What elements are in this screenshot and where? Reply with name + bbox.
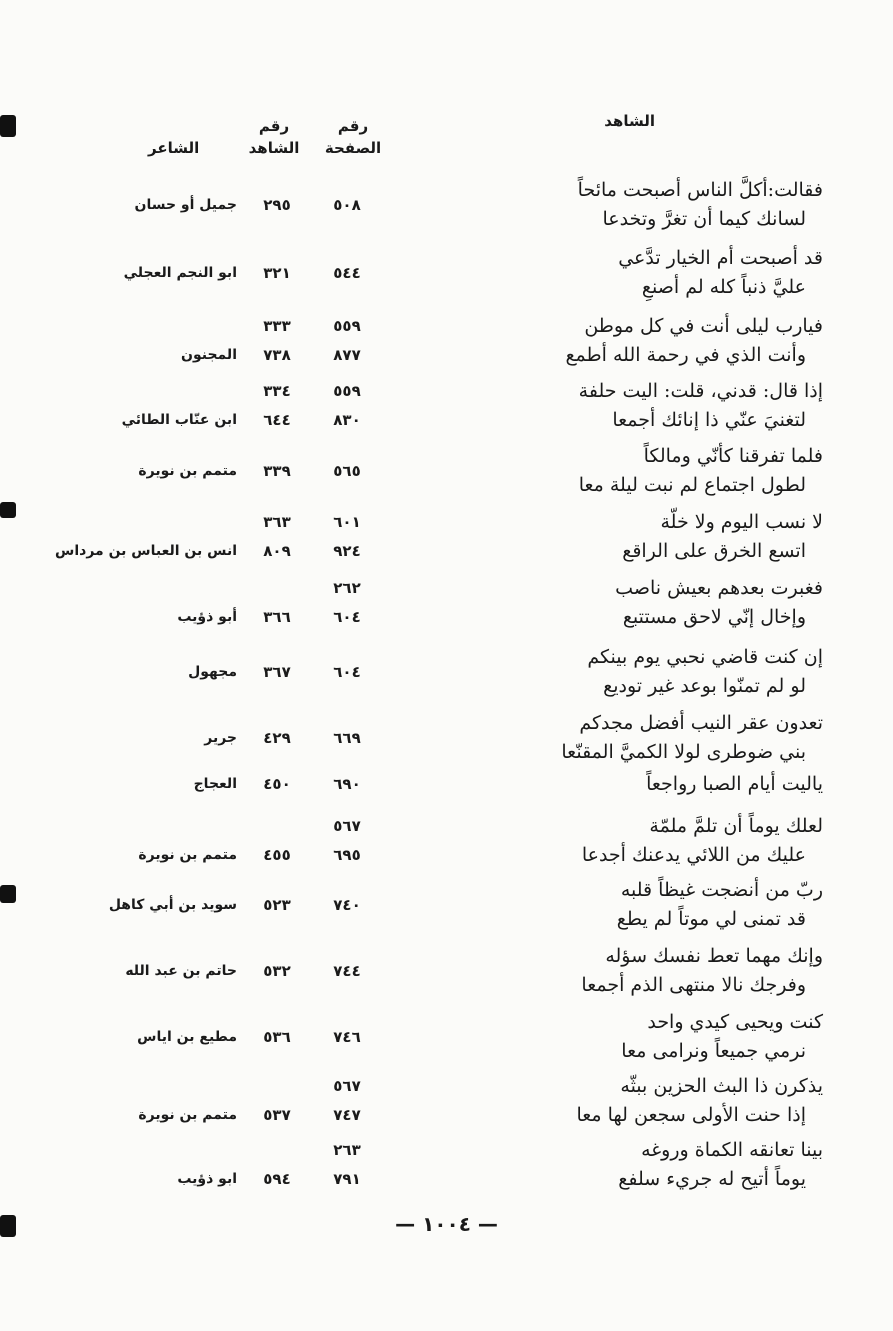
witness-number-cell: ٥٢٣: [263, 895, 291, 914]
verse-second-hemistich: وإخال إنّي لاحق مستتبع: [622, 606, 806, 628]
page-number-cell: ٥٦٧: [333, 1077, 361, 1095]
poet-name: انس بن العباس بن مرداس: [55, 543, 237, 559]
page-number-cell: ٥٠٨: [333, 195, 361, 214]
page-number-cell: ٦٩٥: [333, 846, 361, 864]
page-number-cell: ٧٤٠: [333, 895, 361, 914]
page-number-cell: ٨٧٧: [333, 346, 361, 364]
witness-number-cell: ٢٩٥: [263, 195, 291, 214]
verse-first-hemistich: لعلك يوماً أن تلمَّ ملمّة: [649, 815, 823, 837]
witness-number-cell: ٥٣٦: [263, 1027, 291, 1046]
verse-second-hemistich: لو لم تمنّوا بوعد غير توديع: [603, 675, 806, 697]
witness-number-cell: ٦٤٤: [263, 411, 291, 429]
witness-number-column-header: رقم الشاهد: [248, 117, 300, 157]
page-number-cell: ٦٩٠: [333, 775, 361, 793]
poet-name: المجنون: [181, 347, 237, 363]
witness-number-cell: ٣٣٤: [263, 382, 291, 400]
page-number-cell: ٦٠٤: [333, 662, 361, 681]
page-number-cell: ٧٤٧: [333, 1106, 361, 1124]
witness-number-cell: ٤٢٩: [263, 728, 291, 747]
page-number-cell: ٩٢٤: [333, 542, 361, 560]
verse-second-hemistich: بني ضوطرى لولا الكميَّ المقنّعا: [561, 741, 806, 763]
witness-number-cell: ٣٦٧: [263, 662, 291, 681]
verse-second-hemistich: عليَّ ذنباً كله لم أصنعِ: [641, 276, 806, 298]
verse-first-hemistich: قد أصبحت أم الخيار تدَّعي: [618, 247, 823, 269]
poet-name: حاتم بن عبد الله: [125, 962, 237, 979]
poet-name: متمم بن نويرة: [138, 462, 237, 479]
witness-number-cell: ٣٦٦: [263, 608, 291, 626]
poet-name: جميل أو حسان: [134, 196, 237, 213]
verse-second-hemistich: قد تمنى لي موتاً لم يطع: [616, 908, 806, 930]
verse-first-hemistich: كنت ويحيى كيدي واحد: [647, 1011, 823, 1033]
page-number-cell: ٦٠١: [333, 513, 361, 531]
verse-first-hemistich: فيارب ليلى أنت في كل موطن: [584, 315, 823, 337]
poet-name: أبو ذؤيب: [177, 609, 237, 625]
poet-column-header: الشاعر: [148, 139, 200, 157]
witness-number-cell: ٣٢١: [263, 263, 291, 282]
witness-number-cell: ٣٣٣: [263, 317, 291, 335]
witness-number-cell: ٥٣٧: [263, 1106, 291, 1124]
poet-name: سويد بن أبي كاهل: [108, 896, 237, 913]
verse-first-hemistich: تعدون عقر النيب أفضل مجدكم: [579, 712, 823, 734]
scan-mark: [0, 115, 16, 137]
verse-first-hemistich: فلما تفرقنا كأنّي ومالكاً: [643, 445, 823, 467]
page-number-cell: ٢٦٣: [333, 1141, 361, 1159]
page-number-cell: ٧٤٤: [333, 961, 361, 980]
scan-mark: [0, 885, 16, 903]
page-number-cell: ٦٠٤: [333, 608, 361, 626]
witness-number-cell: ٨٠٩: [263, 542, 291, 560]
verse-first-hemistich: إذا قال: قدني، قلت: اليت حلفة: [578, 380, 823, 402]
witness-number-cell: ٥٣٢: [263, 961, 291, 980]
page-number-cell: ٥٦٧: [333, 817, 361, 835]
poet-name: متمم بن نويرة: [138, 1107, 237, 1123]
verse-first-hemistich: إن كنت قاضي نحبي يوم بينكم: [587, 646, 823, 668]
verse-first-hemistich: ربّ من أنضجت غيظاً قلبه: [620, 879, 823, 901]
verse-second-hemistich: لطول اجتماع لم نبت ليلة معا: [578, 474, 806, 496]
verse-second-hemistich: عليك من اللائي يدعنك أجدعا: [581, 844, 806, 866]
verse-second-hemistich: اتسع الخرق على الراقع: [622, 540, 806, 562]
verse-first-hemistich: بينا تعانقه الكماة وروغه: [641, 1139, 823, 1161]
page-number-cell: ٧٩١: [333, 1170, 361, 1188]
poet-name: ابو النجم العجلي: [123, 264, 237, 281]
page-number-cell: ٥٥٩: [333, 382, 361, 400]
page-number-cell: ٢٦٢: [333, 579, 361, 597]
scan-mark: [0, 502, 16, 518]
page-number-cell: ٧٤٦: [333, 1027, 361, 1046]
witness-number-cell: ٤٥٥: [263, 846, 291, 864]
verse-first-hemistich: فقالت:أكلَّ الناس أصبحت مائحاً: [577, 179, 823, 201]
page-number: — ١٠٠٤ —: [395, 1212, 498, 1236]
witness-column-header: الشاهد: [604, 112, 655, 130]
verse-second-hemistich: يوماً أتيح له جريء سلفع: [618, 1168, 806, 1190]
verse-first-hemistich: لا نسب اليوم ولا خلّة: [660, 511, 823, 533]
verse-second-hemistich: لسانك كيما أن تغرَّ وتخدعا: [602, 208, 806, 230]
poet-name: جرير: [204, 729, 237, 746]
verse-second-hemistich: نرمي جميعاً ونرامى معا: [621, 1040, 806, 1062]
page-number-column-header: رقم الصفحة: [324, 117, 382, 157]
poet-name: ابن عنّاب الطائي: [121, 412, 237, 428]
page-number-cell: ٦٦٩: [333, 728, 361, 747]
witness-number-cell: ٥٩٤: [263, 1170, 291, 1188]
page-number-cell: ٨٣٠: [333, 411, 361, 429]
page-number-cell: ٥٤٤: [333, 263, 361, 282]
witness-number-cell: ٣٦٣: [263, 513, 291, 531]
poet-name: ابو ذؤيب: [177, 1171, 237, 1187]
page-number-cell: ٥٦٥: [333, 461, 361, 480]
poet-name: متمم بن نويرة: [138, 847, 237, 863]
poet-name: العجاج: [193, 776, 237, 792]
verse-first-hemistich: وإنك مهما تعط نفسك سؤله: [605, 945, 823, 967]
verse-second-hemistich: وأنت الذي في رحمة الله أطمع: [565, 344, 806, 366]
verse-second-hemistich: لتغنيَ عنّي ذا إنائك أجمعا: [612, 409, 806, 431]
witness-number-cell: ٧٣٨: [263, 346, 291, 364]
poet-name: مجهول: [188, 663, 237, 680]
poet-name: مطيع بن اياس: [137, 1028, 237, 1045]
verse-second-hemistich: وفرجك نالا منتهى الذم أجمعا: [581, 974, 806, 996]
verse-first-hemistich: يذكرن ذا البث الحزين ببثّه: [620, 1075, 823, 1097]
verse-first-hemistich: فغبرت بعدهم بعيش ناصب: [615, 577, 823, 599]
witness-number-cell: ٣٣٩: [263, 461, 291, 480]
page-number-cell: ٥٥٩: [333, 317, 361, 335]
verse-first-hemistich: ياليت أيام الصبا رواجعاً: [646, 773, 823, 795]
verse-second-hemistich: إذا حنت الأولى سجعن لها معا: [576, 1104, 806, 1126]
witness-number-cell: ٤٥٠: [263, 775, 291, 793]
